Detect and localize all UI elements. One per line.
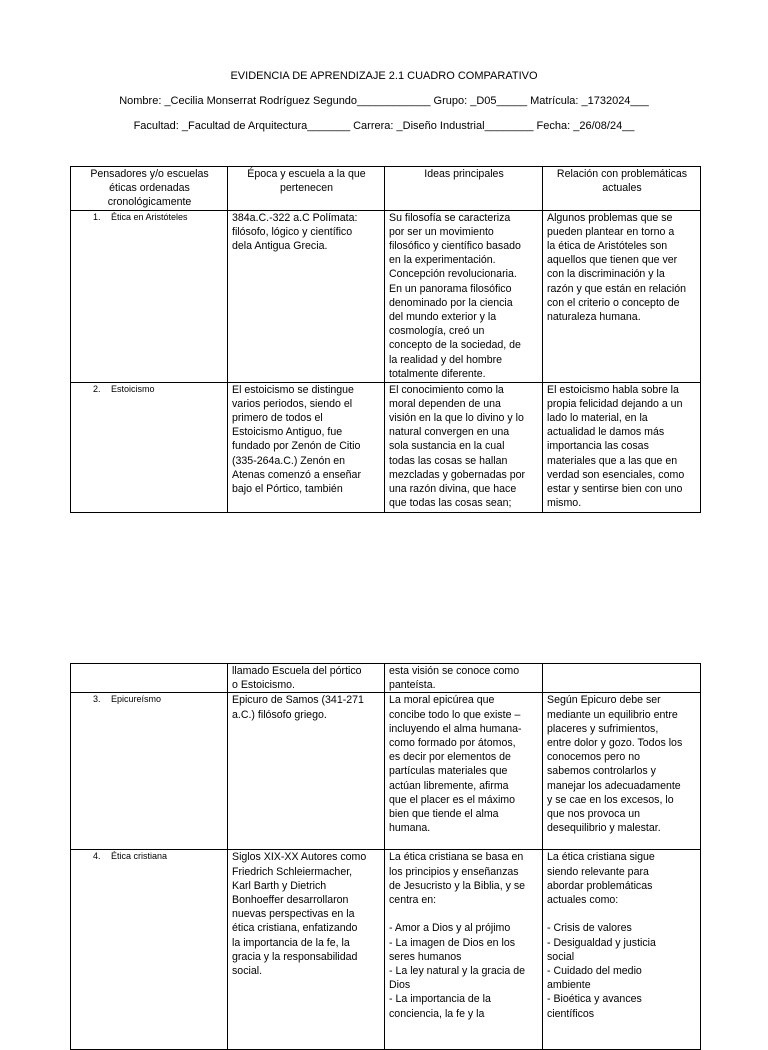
document-title: EVIDENCIA DE APRENDIZAJE 2.1 CUADRO COMPARATIVO bbox=[230, 70, 538, 82]
table-row bbox=[71, 664, 701, 693]
table-header-row bbox=[71, 167, 701, 211]
header-cell-relation: Relación con problemáticas actuales bbox=[543, 167, 701, 211]
relation-cell: La ética cristiana sigue siendo relevante para abordar problemáticas actuales como: - Crisis de valores - Desigualdad y justicia social - Cuidado del medio ambiente - Bioética y avances científicos bbox=[543, 850, 701, 1050]
header-cell-ideas: Ideas principales bbox=[385, 167, 543, 211]
ideas-cell: La ética cristiana se basa en los principios y enseñanzas de Jesucristo y la Biblia, y se centra en: - Amor a Dios y al prójimo - La imagen de Dios en los seres humanos - La ley natural y la gracia de Dios - La importancia de la conciencia, la fe y la bbox=[385, 850, 543, 1050]
epoch-cell: El estoicismo se distingue varios periodos, siendo el primero de todos el Estoicismo Antiguo, fue fundado por Zenón de Citio (335-264a.C.) Zenón en Atenas comenzó a enseñar bajo el Pórtico, también bbox=[228, 382, 385, 512]
thinker-cell: 4. Ética cristiana bbox=[71, 850, 228, 1050]
comparative-table bbox=[70, 166, 701, 513]
ideas-cell: Su filosofía se caracteriza por ser un movimiento filosófico y científico basado en la experimentación. Concepción revolucionaria. En un panorama filosófico denominado por la ciencia del mundo exterior y la cosmología, creó un concepto de la sociedad, de la realidad y del hombre totalmente diferente. bbox=[385, 210, 543, 382]
epoch-cell: Epicuro de Samos (341-271 a.C.) filósofo griego. bbox=[228, 693, 385, 850]
relation-cell: Algunos problemas que se pueden plantear en torno a la ética de Aristóteles son aquellos que tienen que ver con la discriminación y la razón y que están en relación con el criterio o concepto de naturaleza humana. bbox=[543, 210, 701, 382]
thinker-cell: 2. Estoicismo bbox=[71, 382, 228, 512]
thinker-cell: 1. Ética en Aristóteles bbox=[71, 210, 228, 382]
epoch-cell: Siglos XIX-XX Autores como Friedrich Schleiermacher, Karl Barth y Dietrich Bonhoeffer desarrollaron nuevas perspectivas en la ética cristiana, enfatizando la importancia de la fe, la gracia y la responsabilidad social. bbox=[228, 850, 385, 1050]
relation-cell: El estoicismo habla sobre la propia felicidad dejando a un lado lo material, en la actualidad le damos más importancia las cosas materiales que a las que en verdad son esenciales, como estar y sentirse bien con uno mismo. bbox=[543, 382, 701, 512]
thinker-cell bbox=[71, 664, 228, 693]
ideas-cell: esta visión se conoce como panteísta. bbox=[385, 664, 543, 693]
ideas-cell: El conocimiento como la moral dependen de una visión en la que lo divino y lo natural convergen en una sola sustancia en la cual todas las cosas se hallan mezcladas y gobernadas por una razón divina, que hace que todas las cosas sean; bbox=[385, 382, 543, 512]
header-cell-thinkers: Pensadores y/o escuelas éticas ordenadas cronológicamente bbox=[71, 167, 228, 211]
table-row bbox=[71, 850, 701, 1050]
thinker-cell: 3. Epicureísmo bbox=[71, 693, 228, 850]
relation-cell: Según Epicuro debe ser mediante un equilibrio entre placeres y sufrimientos, entre dolor y gozo. Todos los conocemos pero no sabemos controlarlos y manejar los adecuadamente y se cae en los excesos, lo que nos provoca un desequilibrio y malestar. bbox=[543, 693, 701, 850]
table-row bbox=[71, 210, 701, 382]
table-row bbox=[71, 382, 701, 512]
student-info-line: Nombre: _Cecilia Monserrat Rodríguez Segundo____________ Grupo: _D05_____ Matrícula: _1732024___ bbox=[119, 95, 649, 107]
table-row bbox=[71, 693, 701, 850]
header-cell-epoch: Época y escuela a la que pertenecen bbox=[228, 167, 385, 211]
relation-cell bbox=[543, 664, 701, 693]
epoch-cell: 384a.C.-322 a.C Polímata: filósofo, lógico y científico dela Antigua Grecia. bbox=[228, 210, 385, 382]
epoch-cell: llamado Escuela del pórtico o Estoicismo. bbox=[228, 664, 385, 693]
ideas-cell: La moral epicúrea que concibe todo lo que existe – incluyendo el alma humana- como formado por átomos, es decir por elementos de partículas materiales que actúan libremente, afirma que el placer es el máximo bien que tiende el alma humana. bbox=[385, 693, 543, 850]
faculty-info-line: Facultad: _Facultad de Arquitectura_______ Carrera: _Diseño Industrial________ Fecha: _26/08/24__ bbox=[133, 120, 635, 132]
comparative-table-continued bbox=[70, 663, 701, 1050]
